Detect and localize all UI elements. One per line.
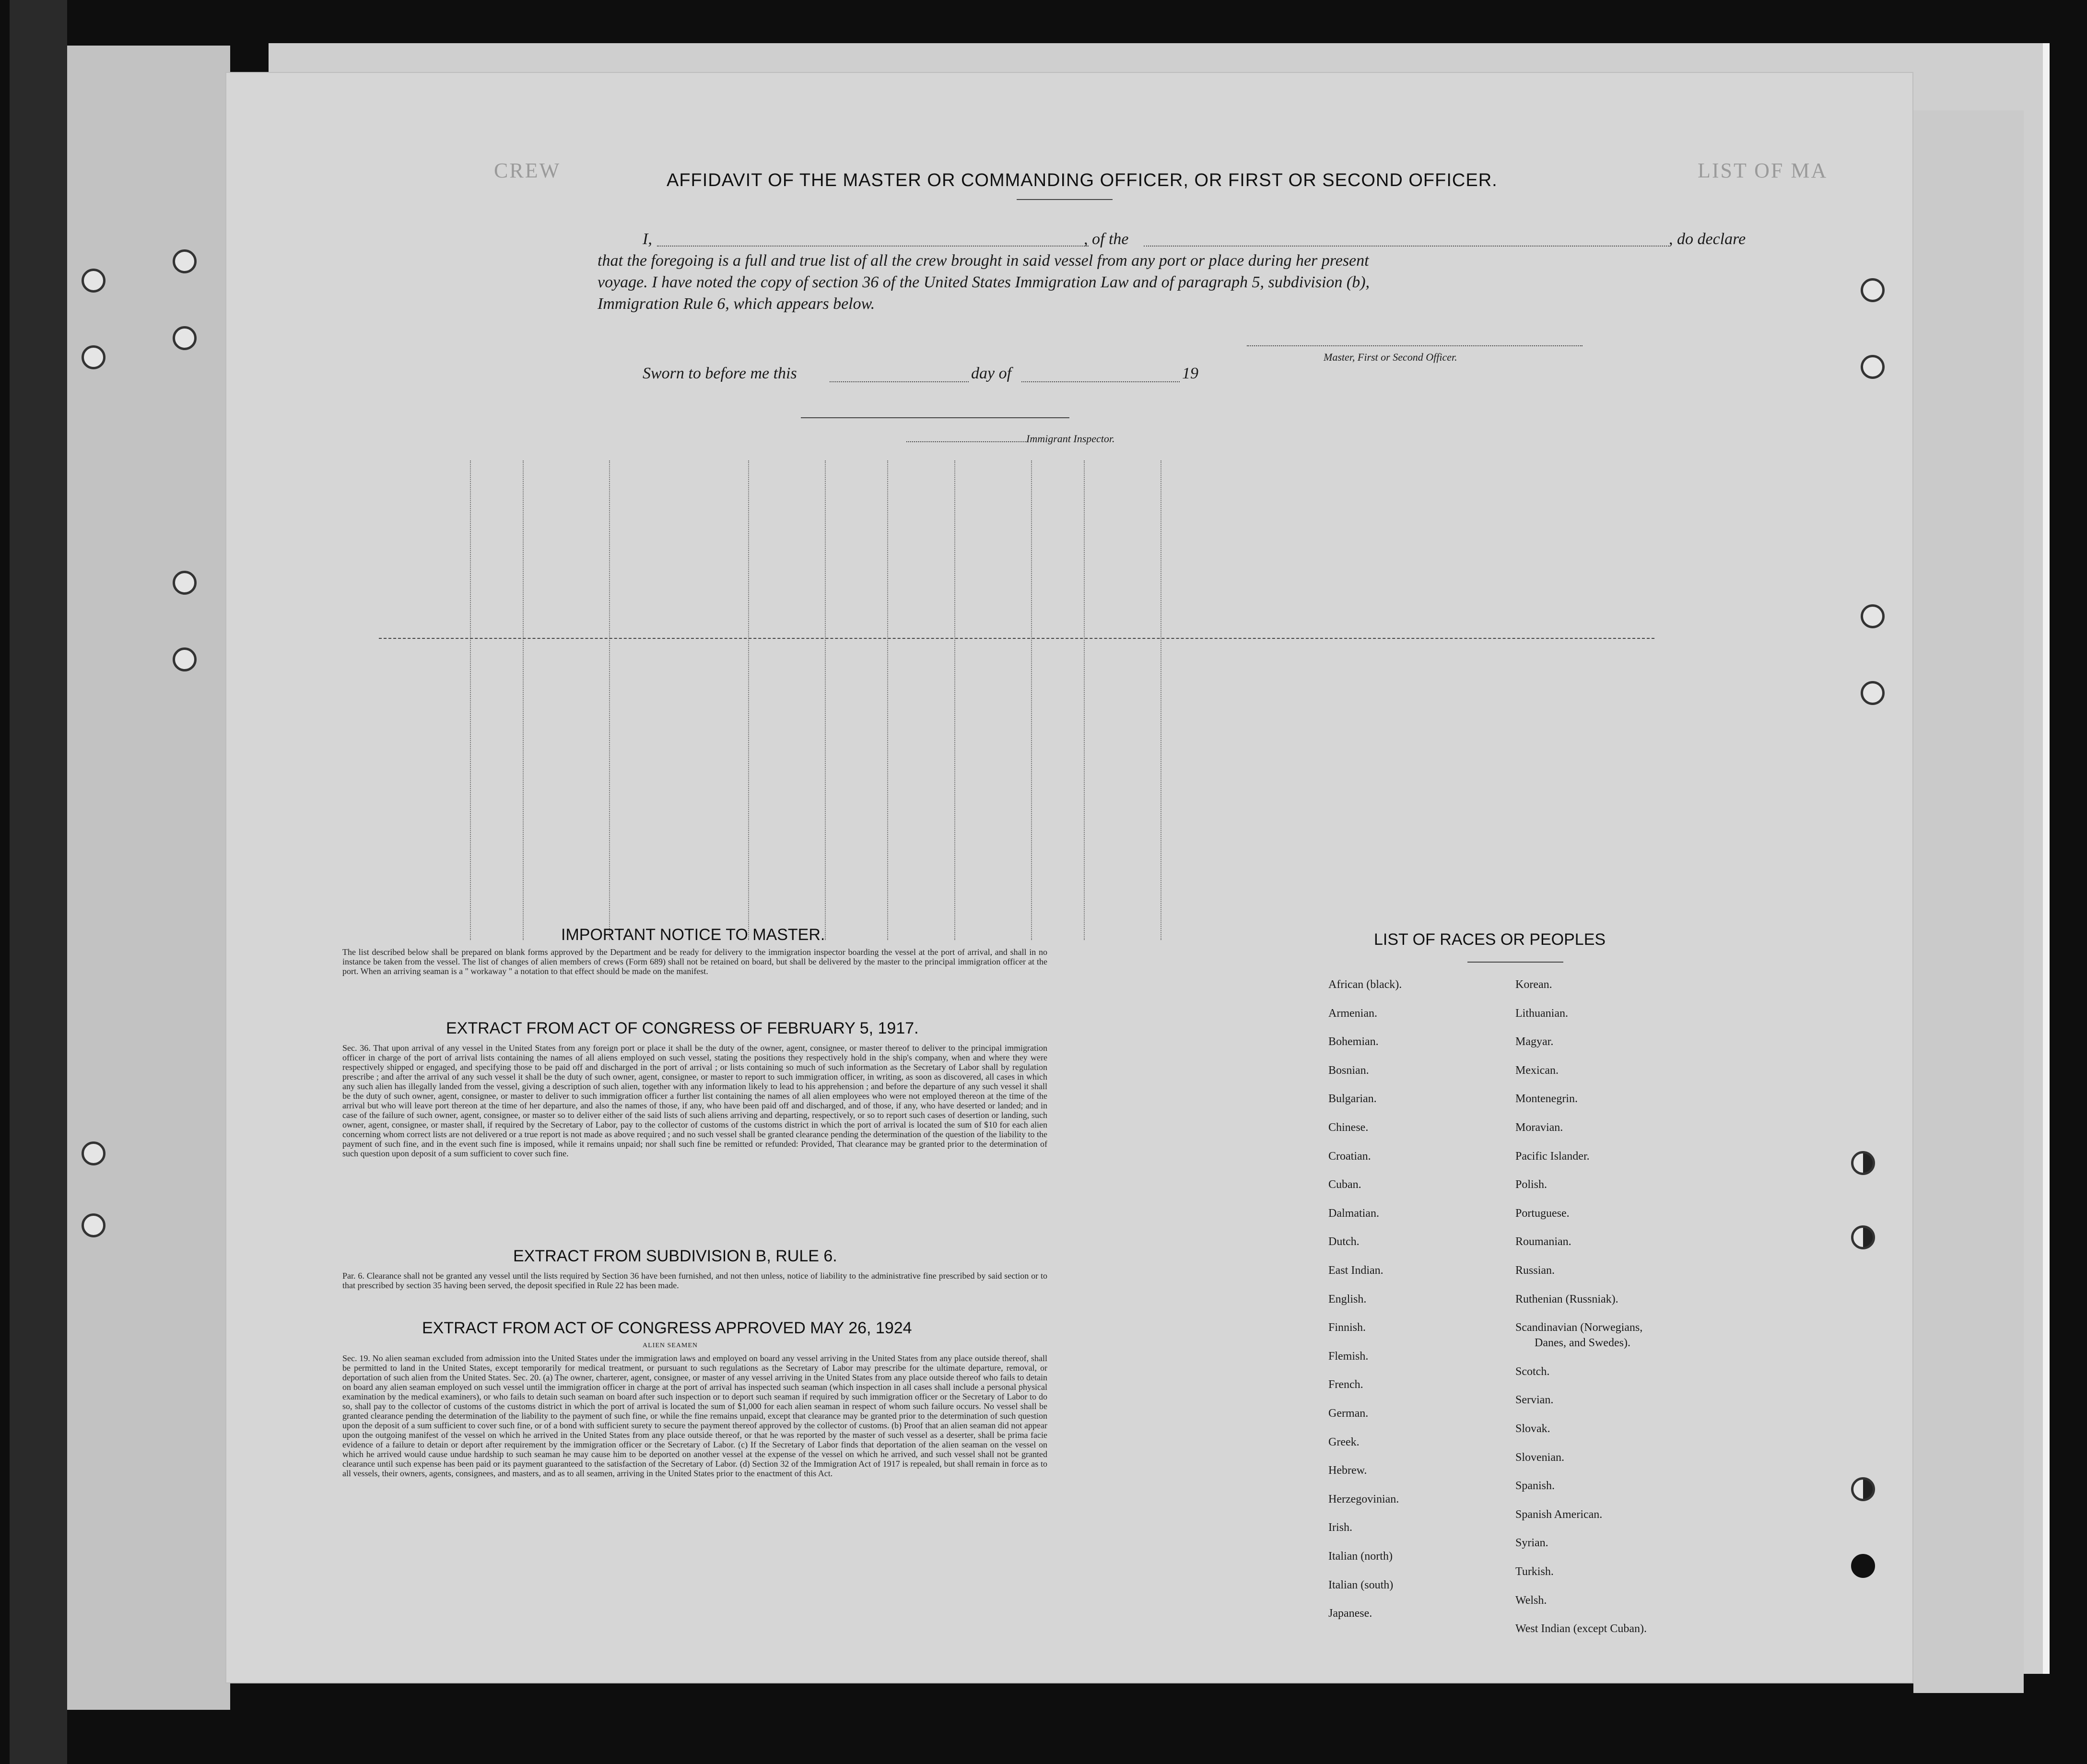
race-item: Korean.	[1515, 978, 1552, 991]
binder-hole	[1861, 681, 1885, 705]
race-item: Spanish.	[1515, 1480, 1555, 1493]
affidavit-line1-declare: , do declare	[1669, 230, 1746, 248]
table-column-rule	[1084, 460, 1085, 940]
race-item: Ruthenian (Russniak).	[1515, 1293, 1618, 1305]
affidavit-line1-i: I,	[643, 230, 652, 248]
race-item: Hebrew.	[1328, 1464, 1367, 1477]
race-item: Magyar.	[1515, 1035, 1554, 1048]
underlying-page-strip	[67, 46, 230, 1710]
extract-1917-heading: EXTRACT FROM ACT OF CONGRESS OF FEBRUARY 5, 1917.	[446, 1019, 919, 1037]
binder-hole	[173, 571, 197, 595]
race-item: Turkish.	[1515, 1565, 1554, 1578]
binder-hole	[173, 326, 197, 350]
race-item: Scotch.	[1515, 1365, 1550, 1378]
extract-rule6-text: Par. 6. Clearance shall not be granted any vessel until the lists required by Section 36 have been furnished, and not then unless, notice of liability to the administrative fine prescribed by said section or to that prescribed by section 35 having been served, the deposit specified in Rule 22 has been made.	[342, 1271, 1047, 1290]
race-item: Lithuanian.	[1515, 1007, 1568, 1020]
race-item: Spanish American.	[1515, 1508, 1603, 1521]
race-item: English.	[1328, 1293, 1367, 1305]
race-item: Italian (north)	[1328, 1550, 1393, 1563]
affidavit-line1-of-the: , of the	[1084, 230, 1129, 248]
table-column-rule	[1031, 460, 1032, 940]
binder-hole	[1861, 278, 1885, 302]
manifest-page	[225, 72, 1913, 1683]
notice-text: The list described below shall be prepared on blank forms approved by the Department and be ready for delivery to the immigration inspector boarding the vessel at the port of arrival, and shall in no instance be taken from the vessel. The list of changes of alien members of crews (Form 689) shall not be retained on board, but shall be delivered by the master to the principal immigration officer at the port. When an arriving seaman is a " workaway " a notation to that effect should be made on the manifest.	[342, 947, 1047, 976]
race-item: Chinese.	[1328, 1121, 1369, 1134]
race-item: Russian.	[1515, 1264, 1555, 1277]
race-item: Scandinavian (Norwegians,	[1515, 1321, 1643, 1334]
race-item: Slovak.	[1515, 1423, 1550, 1435]
race-item: Bohemian.	[1328, 1035, 1379, 1048]
race-item: Armenian.	[1328, 1007, 1377, 1020]
sworn-year: 19	[1182, 365, 1198, 382]
race-item: Dalmatian.	[1328, 1207, 1379, 1220]
inspector-signature-line	[906, 441, 1026, 442]
race-item: East Indian.	[1328, 1264, 1384, 1277]
race-item: Servian.	[1515, 1394, 1554, 1407]
binder-hole	[82, 269, 106, 293]
race-item: Welsh.	[1515, 1594, 1547, 1607]
extract-rule6-heading: EXTRACT FROM SUBDIVISION B, RULE 6.	[513, 1247, 837, 1265]
binder-hole	[1861, 355, 1885, 379]
race-item: African (black).	[1328, 978, 1402, 991]
race-item: Slovenian.	[1515, 1451, 1564, 1464]
sworn-day-of: day of	[971, 365, 1012, 382]
binder-hole	[82, 1141, 106, 1165]
underlying-page-right	[1913, 110, 2024, 1693]
table-row-rule	[379, 638, 1654, 639]
binder-hole	[82, 345, 106, 369]
race-item: Flemish.	[1328, 1350, 1369, 1363]
race-item: Montenegrin.	[1515, 1093, 1578, 1105]
title-rule	[1017, 199, 1113, 200]
table-column-rule	[470, 460, 471, 940]
race-item: Finnish.	[1328, 1321, 1366, 1334]
extract-1924-text: Sec. 19. No alien seaman excluded from admission into the United States under the immigration laws and employed on board any vessel arriving in the United States from any place outside thereof, shall be permitted to land in the United States, except temporarily for medical treatment, or pursuant to such regulations as the Secretary of Labor may prescribe for the ultimate departure, removal, or deportation of such alien from the United States. Sec. 20. (a) The owner, charterer, agent, consignee, or master of any vessel arriving in the United States from any place outside thereof who fails to detain on board any alien seaman employed on such vessel until the immigration officer in charge at the port of arrival has inspected such seaman (which inspection in all cases shall include a personal physical examination by the medical examiners), or who fails to detain such seaman on board after such inspection or to deport such seaman if required by such immigration officer or the Secretary of Labor to do so, shall pay to the collector of customs of the customs district in which the port of arrival is located the sum of $1,000 for each alien seaman in respect of whom such failure occurs. No vessel shall be granted clearance pending the determination of the liability to the payment of such fine, or while the fine remains unpaid, except that clearance may be granted prior to the determination of such question upon the deposit of a sum sufficient to cover such fine, or of a bond with sufficient surety to secure the payment thereof approved by the collector of customs. (b) Proof that an alien seaman did not appear upon the outgoing manifest of the vessel on which he arrived in the United States from any place outside thereof, or that he was reported by the master of such vessel as a deserter, shall be prima facie evidence of a failure to detain or deport after requirement by the immigration officer or the Secretary of Labor. (c) If the Secretary of Labor finds that deportation of the alien seaman on the vessel on which he arrived would cause undue hardship to such seaman he may cause him to be deported on another vessel at the expense of the vessel on which he arrived, and such vessel shall not be granted clearance until such expense has been paid or its payment guaranteed to the satisfaction of the Secretary of Labor. (d) Section 32 of the Immigration Act of 1917 is repealed, but shall remain in force as to all vessels, their owners, agents, consignees, and masters, and as to all seamen, arriving in the United States prior to the enactment of this Act.	[342, 1353, 1047, 1478]
binder-hole	[1851, 1477, 1875, 1501]
extract-1924-heading: EXTRACT FROM ACT OF CONGRESS APPROVED MAY 26, 1924	[422, 1319, 912, 1337]
race-item: Italian (south)	[1328, 1578, 1394, 1591]
sworn-day-blank	[830, 381, 969, 382]
race-item: Polish.	[1515, 1178, 1548, 1191]
sworn-label: Sworn to before me this	[643, 365, 797, 382]
extract-1917-text: Sec. 36. That upon arrival of any vessel in the United States from any foreign port or place it shall be the duty of the owner, agent, consignee, or master thereof to deliver to the principal immigration officer in charge of the port of arrival lists containing the names of all aliens employed on such vessel, stating the positions they respectively hold in the ship's company, when and where they were respectively shipped or engaged, and specifying those to be paid off and discharged in the port of arrival ; or lists containing so much of such information as the Secretary of Labor shall by regulation prescribe ; and after the arrival of any such vessel it shall be the duty of such owner, agent, consignee, or master to report to such immigration officer, in writing, as soon as discovered, all cases in which any such alien has illegally landed from the vessel, giving a description of such alien, together with any information likely to lead to his apprehension ; and before the departure of any such vessel it shall be the duty of such owner, agent, consignee, or master to deliver to such immigration officer a further list containing the names of all alien employees who were not employed thereon at the time of the arrival but who will leave port thereon at the time of her departure, and also the names of those, if any, who have been paid off and discharged, and of those, if any, who have deserted or landed; and in case of the failure of such owner, agent, consignee, or master so to deliver either of the said lists of such aliens arriving and departing, respectively, or so to report such cases of desertion or landing, such owner, agent, consignee, or master shall, if required by the Secretary of Labor, pay to the collector of customs of the customs district in which the port of arrival is located the sum of $10 for each alien concerning whom correct lists are not delivered or a true report is not made as above required ; and no such vessel shall be granted clearance pending the determination of the question of the liability to the payment of such fine, and in the event such fine is imposed, while it remains unpaid; nor shall such fine be remitted or refunded: Provided, That clearance may be granted prior to the determination of such question upon deposit of a sum sufficient to cover such fine.	[342, 1043, 1047, 1158]
bleed-through-text: CREW	[494, 159, 561, 182]
binder-hole	[1861, 604, 1885, 628]
races-heading: LIST OF RACES OR PEOPLES	[1374, 930, 1606, 949]
race-item: Japanese.	[1328, 1607, 1372, 1620]
race-item: Mexican.	[1515, 1064, 1559, 1077]
race-item: German.	[1328, 1407, 1369, 1420]
binder-hole	[1851, 1151, 1875, 1175]
race-item: Irish.	[1328, 1521, 1352, 1534]
master-label: Master, First or Second Officer.	[1324, 351, 1457, 363]
inspector-label: Immigrant Inspector.	[1026, 433, 1115, 445]
table-column-rule	[825, 460, 826, 940]
binder-hole	[82, 1213, 106, 1237]
binder-hole	[1851, 1554, 1875, 1578]
affidavit-line2: that the foregoing is a full and true list of all the crew brought in said vessel from any port or place during her present	[598, 252, 1369, 270]
name-blank	[657, 246, 1089, 247]
race-item: Danes, and Swedes).	[1535, 1337, 1630, 1350]
table-column-rule	[609, 460, 610, 940]
race-item: Portuguese.	[1515, 1207, 1570, 1220]
table-column-rule	[887, 460, 888, 940]
table-column-rule	[954, 460, 955, 940]
alien-seamen-subheading: ALIEN SEAMEN	[643, 1342, 698, 1349]
film-edge-left	[10, 0, 67, 1764]
inspector-upper-line	[801, 417, 1069, 418]
bleed-through-text: LIST OF MA	[1698, 159, 1828, 182]
race-item: Bulgarian.	[1328, 1093, 1377, 1105]
affidavit-line3: voyage. I have noted the copy of section 36 of the United States Immigration Law and of paragraph 5, subdivision (b),	[598, 273, 1370, 291]
race-item: Dutch.	[1328, 1235, 1360, 1248]
sworn-month-blank	[1021, 381, 1180, 382]
binder-hole	[1851, 1225, 1875, 1249]
race-item: Croatian.	[1328, 1150, 1371, 1163]
race-item: French.	[1328, 1378, 1363, 1391]
race-item: Roumanian.	[1515, 1235, 1571, 1248]
master-signature-line	[1247, 345, 1583, 346]
table-column-rule	[523, 460, 524, 940]
table-column-rule	[748, 460, 749, 940]
race-item: Cuban.	[1328, 1178, 1361, 1191]
affidavit-line4: Immigration Rule 6, which appears below.	[598, 295, 875, 313]
race-item: Syrian.	[1515, 1537, 1548, 1550]
race-item: West Indian (except Cuban).	[1515, 1623, 1647, 1635]
binder-hole	[173, 249, 197, 273]
races-heading-rule	[1467, 962, 1563, 963]
race-item: Pacific Islander.	[1515, 1150, 1590, 1163]
binder-hole	[173, 647, 197, 671]
vessel-blank	[1144, 246, 1669, 247]
race-item: Moravian.	[1515, 1121, 1563, 1134]
race-item: Bosnian.	[1328, 1064, 1369, 1077]
race-item: Herzegovinian.	[1328, 1493, 1399, 1505]
affidavit-title: AFFIDAVIT OF THE MASTER OR COMMANDING OFFICER, OR FIRST OR SECOND OFFICER.	[667, 170, 1498, 190]
notice-heading: IMPORTANT NOTICE TO MASTER.	[561, 926, 825, 944]
race-item: Greek.	[1328, 1435, 1360, 1448]
